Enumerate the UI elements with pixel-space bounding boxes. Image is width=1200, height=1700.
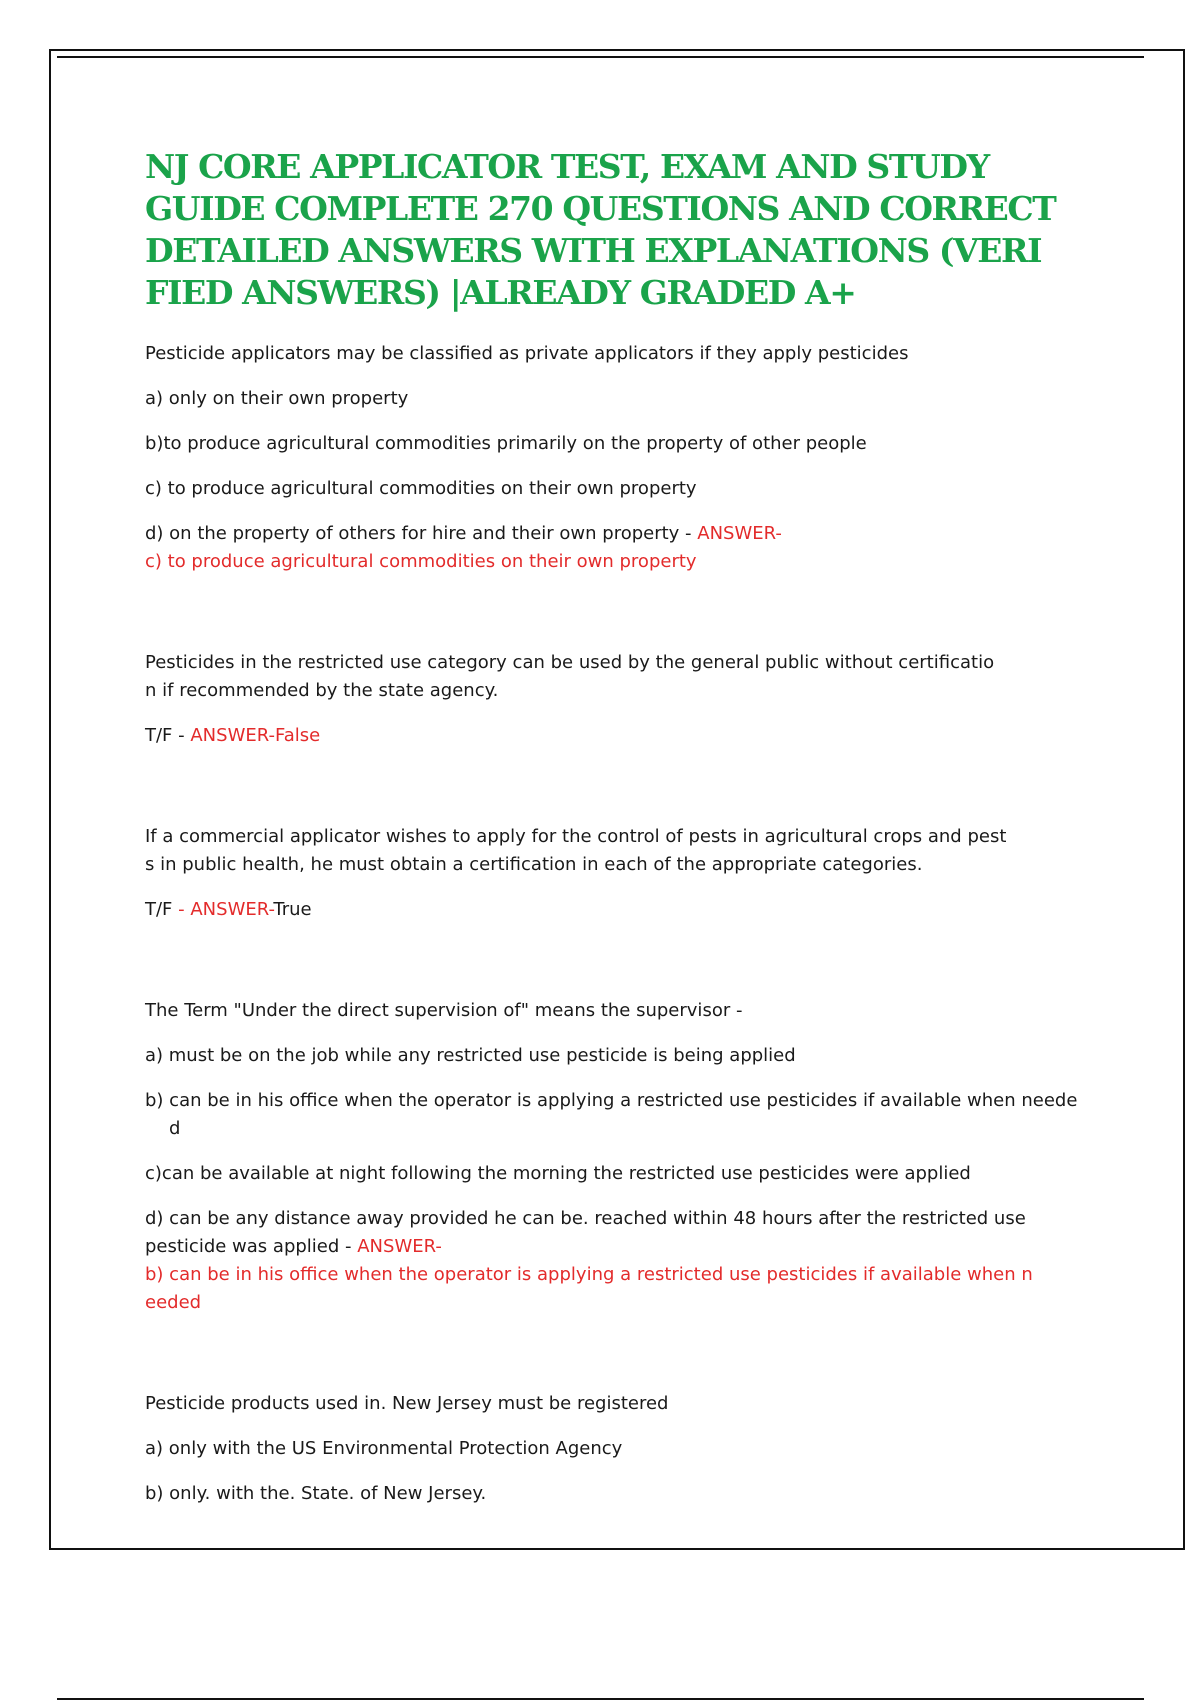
top-rule	[57, 56, 1144, 58]
option-d-cont	[145, 1233, 1105, 1261]
title-line: NJ CORE APPLICATOR TEST, EXAM AND STUDY	[145, 147, 989, 186]
answer-label: - ANSWER-	[172, 899, 274, 920]
true-false-line	[145, 722, 1105, 750]
question-text: If a commercial applicator wishes to apply for the control of pests in agricultural crops and pest	[145, 826, 1007, 847]
question-text: Pesticide applicators may be classified as private applicators if they apply pesticides	[145, 343, 909, 364]
answer-label: ANSWER-	[697, 523, 782, 544]
option-b: b) can be in his office when the operator is applying a restricted use pesticides if available when neede	[145, 1090, 1078, 1111]
answer-text: True	[273, 899, 312, 920]
answer-label: ANSWER-	[357, 1236, 442, 1257]
option-c: c)can be available at night following the morning the restricted use pesticides were applied	[145, 1163, 971, 1184]
question-text-cont: s in public health, he must obtain a certification in each of the appropriate categories.	[145, 854, 923, 875]
question-text: The Term "Under the direct supervision of" means the supervisor -	[145, 1000, 743, 1021]
option-d-text: d) on the property of others for hire and their own property -	[145, 523, 698, 544]
spacer	[145, 1334, 1105, 1390]
answer-text-cont: eeded	[145, 1292, 202, 1313]
option-d-text: pesticide was applied -	[145, 1236, 358, 1257]
option-a: a) must be on the job while any restricted use pesticide is being applied	[145, 1045, 796, 1066]
option-a: a) only on their own property	[145, 388, 409, 409]
question-text: Pesticides in the restricted use category can be used by the general public without certificatio	[145, 652, 995, 673]
tf-label: T/F	[145, 899, 173, 920]
option-c: c) to produce agricultural commodities on their own property	[145, 478, 697, 499]
document-title	[145, 146, 1105, 314]
question-text: Pesticide products used in. New Jersey must be registered	[145, 1393, 669, 1414]
question-block-2	[145, 649, 1105, 750]
spacer	[145, 941, 1105, 997]
option-d	[145, 520, 1105, 548]
question-text-cont: n if recommended by the state agency.	[145, 680, 499, 701]
tf-label: T/F -	[145, 725, 191, 746]
answer-text: b) can be in his office when the operator is applying a restricted use pesticides if available when n	[145, 1264, 1033, 1285]
title-line: DETAILED ANSWERS WITH EXPLANATIONS (VERI	[145, 231, 1042, 270]
spacer	[145, 767, 1105, 823]
question-block-4	[145, 997, 1105, 1317]
option-d: d) can be any distance away provided he can be. reached within 48 hours after the restricted use	[145, 1208, 1026, 1229]
spacer	[145, 593, 1105, 649]
question-block-1	[145, 340, 1105, 576]
question-block-3	[145, 823, 1105, 924]
document-body	[145, 146, 1105, 1525]
option-a: a) only with the US Environmental Protection Agency	[145, 1438, 623, 1459]
answer-text: c) to produce agricultural commodities on their own property	[145, 551, 697, 572]
title-line: GUIDE COMPLETE 270 QUESTIONS AND CORRECT	[145, 189, 1056, 228]
answer-text: ANSWER-False	[190, 725, 321, 746]
title-line: FIED ANSWERS) |ALREADY GRADED A+	[145, 273, 856, 312]
option-b: b) only. with the. State. of New Jersey.	[145, 1483, 487, 1504]
true-false-line	[145, 896, 1105, 924]
option-b-cont: d	[169, 1118, 181, 1139]
option-b: b)to produce agricultural commodities primarily on the property of other people	[145, 433, 867, 454]
question-block-5	[145, 1390, 1105, 1508]
